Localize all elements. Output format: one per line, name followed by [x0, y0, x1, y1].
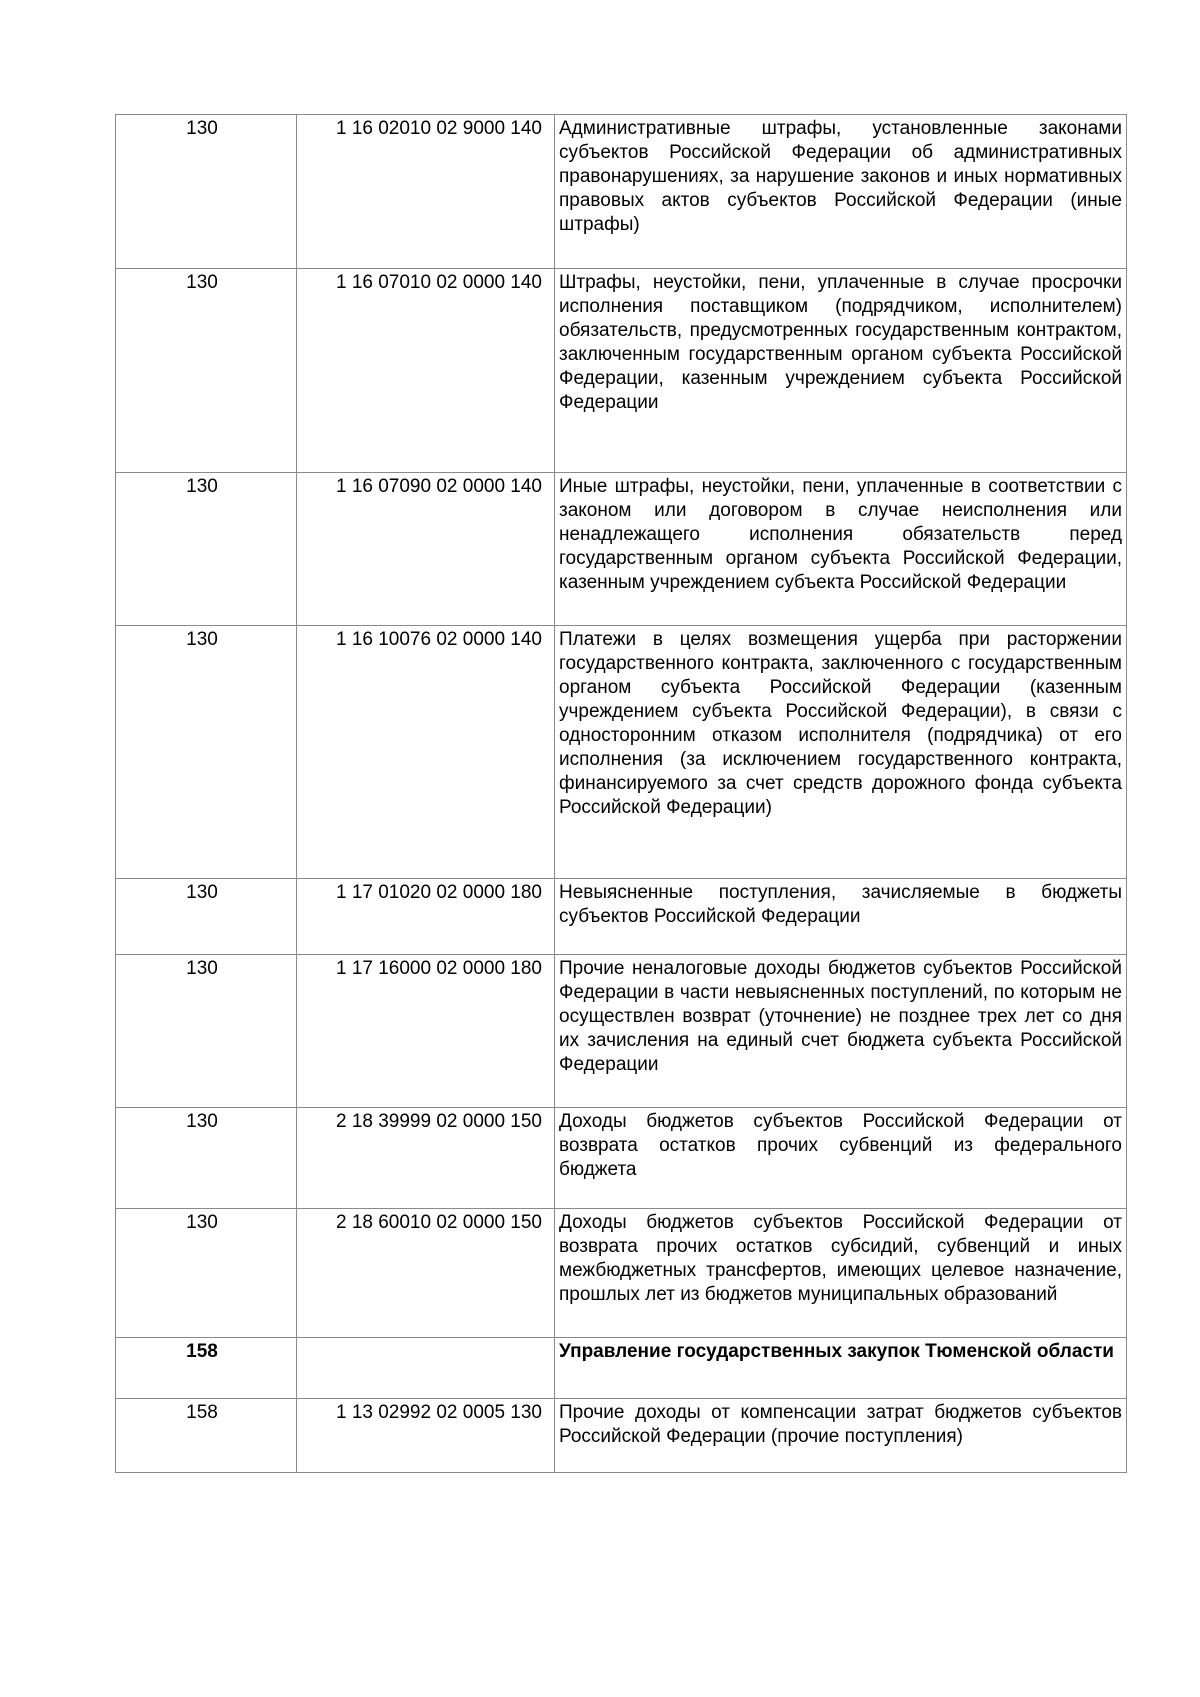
table-row [116, 473, 1127, 626]
revenue-name-cell: Прочие неналоговые доходы бюджетов субъектов Российской Федерации в части невыясненных поступлений, по которым не осуществлен возврат (уточнение) не позднее трех лет со дня их зачисления на единый счет бюджета субъекта Российской Федерации [555, 955, 1127, 1108]
table-row [116, 1399, 1127, 1473]
admin-code-cell: 130 [116, 879, 297, 955]
table-row [116, 879, 1127, 955]
revenue-codes-table [115, 114, 1127, 1473]
admin-code-cell: 130 [116, 473, 297, 626]
admin-code-cell: 158 [116, 1399, 297, 1473]
budget-code-cell: 2 18 39999 02 0000 150 [297, 1108, 555, 1209]
section-title-cell: Управление государственных закупок Тюменской области [555, 1338, 1127, 1399]
budget-code-cell: 1 13 02992 02 0005 130 [297, 1399, 555, 1473]
revenue-name-cell: Платежи в целях возмещения ущерба при расторжении государственного контракта, заключенного с государственным органом субъекта Российской Федерации (казенным учреждением субъекта Российской Федерации), в связи с односторонним отказом исполнителя (подрядчика) от его исполнения (за исключением государственного контракта, финансируемого за счет средств дорожного фонда субъекта Российской Федерации) [555, 626, 1127, 879]
budget-code-cell: 1 17 01020 02 0000 180 [297, 879, 555, 955]
table-row-section-header [116, 1338, 1127, 1399]
table-row [116, 269, 1127, 473]
table-row [116, 1108, 1127, 1209]
admin-code-cell: 130 [116, 115, 297, 269]
admin-code-cell: 130 [116, 955, 297, 1108]
revenue-name-cell: Невыясненные поступления, зачисляемые в бюджеты субъектов Российской Федерации [555, 879, 1127, 955]
budget-code-cell: 2 18 60010 02 0000 150 [297, 1209, 555, 1338]
budget-code-cell: 1 16 07090 02 0000 140 [297, 473, 555, 626]
revenue-name-cell: Административные штрафы, установленные законами субъектов Российской Федерации об административных правонарушениях, за нарушение законов и иных нормативных правовых актов субъектов Российской Федерации (иные штрафы) [555, 115, 1127, 269]
table-row [116, 955, 1127, 1108]
admin-code-cell: 130 [116, 1209, 297, 1338]
budget-code-cell: 1 16 10076 02 0000 140 [297, 626, 555, 879]
table-row [116, 115, 1127, 269]
budget-code-cell: 1 17 16000 02 0000 180 [297, 955, 555, 1108]
revenue-name-cell: Доходы бюджетов субъектов Российской Федерации от возврата прочих остатков субсидий, субвенций и иных межбюджетных трансфертов, имеющих целевое назначение, прошлых лет из бюджетов муниципальных образований [555, 1209, 1127, 1338]
budget-code-cell [297, 1338, 555, 1399]
table-row [116, 626, 1127, 879]
admin-code-cell: 130 [116, 626, 297, 879]
revenue-name-cell: Прочие доходы от компенсации затрат бюджетов субъектов Российской Федерации (прочие поступления) [555, 1399, 1127, 1473]
budget-code-cell: 1 16 02010 02 9000 140 [297, 115, 555, 269]
admin-code-cell: 130 [116, 1108, 297, 1209]
revenue-name-cell: Иные штрафы, неустойки, пени, уплаченные в соответствии с законом или договором в случае неисполнения или ненадлежащего исполнения обязательств перед государственным органом субъекта Российской Федерации, казенным учреждением субъекта Российской Федерации [555, 473, 1127, 626]
revenue-name-cell: Доходы бюджетов субъектов Российской Федерации от возврата остатков прочих субвенций из федерального бюджета [555, 1108, 1127, 1209]
budget-code-cell: 1 16 07010 02 0000 140 [297, 269, 555, 473]
admin-code-cell: 158 [116, 1338, 297, 1399]
admin-code-cell: 130 [116, 269, 297, 473]
revenue-name-cell: Штрафы, неустойки, пени, уплаченные в случае просрочки исполнения поставщиком (подрядчиком, исполнителем) обязательств, предусмотренных государственным контрактом, заключенным государственным органом субъекта Российской Федерации, казенным учреждением субъекта Российской Федерации [555, 269, 1127, 473]
table-row [116, 1209, 1127, 1338]
